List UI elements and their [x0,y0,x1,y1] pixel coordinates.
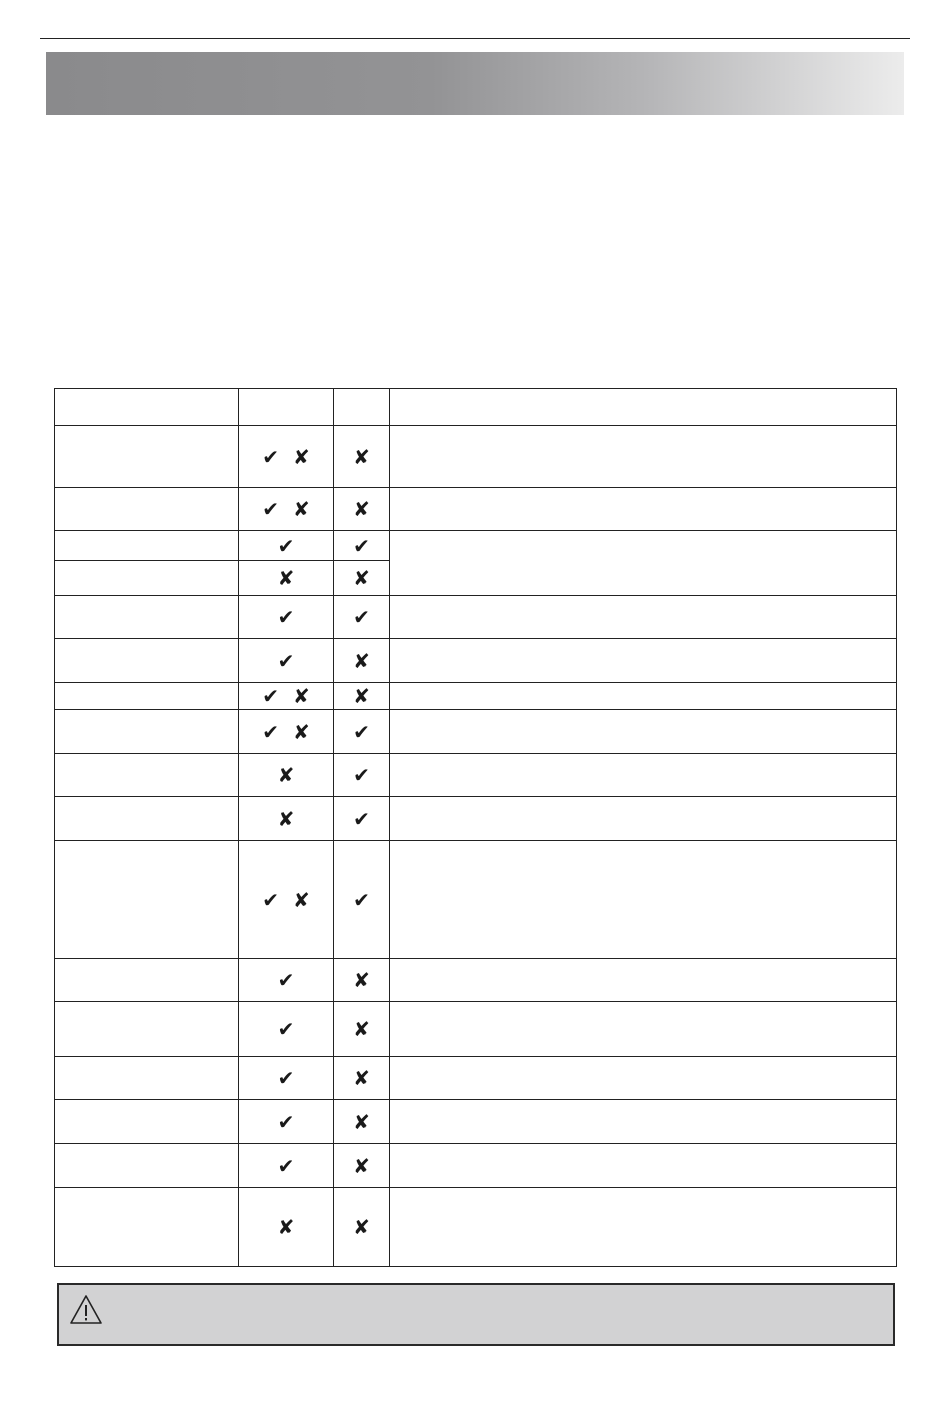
cross-mark-icon: ✘ [293,444,310,469]
support-cell-a [239,710,334,754]
top-rule [40,38,910,39]
cross-mark-icon: ✘ [353,1215,370,1239]
support-cell-b [334,797,390,841]
cross-mark-icon: ✘ [353,1153,370,1178]
table-row [55,683,897,710]
support-cell-a [239,1188,334,1267]
feature-cell [55,797,239,841]
cross-mark-icon: ✘ [353,497,370,521]
cross-mark-icon: ✘ [293,719,310,744]
notes-cell [390,1144,897,1188]
support-cell-a [239,561,334,596]
support-cell-b [334,754,390,797]
support-cell-a [239,841,334,959]
cross-mark-icon: ✘ [353,1109,370,1134]
feature-cell [55,488,239,531]
table-row [55,531,897,561]
check-mark-icon: ✔ [262,887,279,912]
table-row [55,1144,897,1188]
feature-cell [55,531,239,561]
notes-cell [390,683,897,710]
notes-cell [390,710,897,754]
support-cell-a [239,797,334,841]
support-cell-b [334,531,390,561]
table-row [55,596,897,639]
notes-cell [390,1100,897,1144]
support-cell-a [239,596,334,639]
cross-mark-icon: ✘ [353,1017,370,1041]
check-mark-icon: ✔ [277,1153,295,1178]
check-mark-icon: ✔ [353,806,370,831]
notes-cell [390,841,897,959]
table-row [55,426,897,488]
support-cell-a [239,639,334,683]
cross-mark-icon: ✘ [293,497,310,521]
support-cell-b [334,1002,390,1057]
table-row [55,1100,897,1144]
feature-cell [55,1188,239,1267]
support-cell-a [239,389,334,426]
notes-cell [390,488,897,531]
table-row [55,754,897,797]
support-cell-a [239,531,334,561]
support-cell-a [239,1100,334,1144]
table-row [55,710,897,754]
cross-mark-icon: ✘ [353,968,370,992]
section-header-band [46,52,904,115]
feature-cell [55,841,239,959]
table-row [55,1057,897,1100]
support-cell-b [334,1057,390,1100]
cross-mark-icon: ✘ [353,1066,370,1090]
support-cell-b [334,596,390,639]
notes-cell [390,426,897,488]
support-cell-b [334,710,390,754]
notes-cell [390,531,897,596]
check-mark-icon: ✔ [353,719,370,744]
support-cell-b [334,488,390,531]
table-row [55,488,897,531]
notes-cell [390,1057,897,1100]
check-mark-icon: ✔ [277,968,295,992]
cross-mark-icon: ✘ [353,684,370,708]
notes-cell [390,797,897,841]
feature-cell [55,754,239,797]
feature-cell [55,389,239,426]
table-row [55,841,897,959]
check-mark-icon: ✔ [262,719,279,744]
check-mark-icon: ✔ [262,497,279,521]
compatibility-table [54,388,897,1267]
support-cell-a [239,1144,334,1188]
support-cell-a [239,426,334,488]
support-cell-b [334,1188,390,1267]
cross-mark-icon: ✘ [277,1215,295,1239]
warning-triangle-icon [69,1294,103,1326]
check-mark-icon: ✔ [277,1017,295,1041]
support-cell-b [334,561,390,596]
support-cell-b [334,959,390,1002]
check-mark-icon: ✔ [277,1066,295,1090]
support-cell-a [239,959,334,1002]
feature-cell [55,683,239,710]
feature-cell [55,561,239,596]
feature-cell [55,1002,239,1057]
support-cell-a [239,488,334,531]
table-row [55,1002,897,1057]
table-row [55,1188,897,1267]
check-mark-icon: ✔ [353,533,370,558]
notes-cell [390,1002,897,1057]
support-cell-b [334,1100,390,1144]
notes-cell [390,959,897,1002]
warning-notice [57,1283,895,1346]
check-mark-icon: ✔ [262,444,279,469]
support-cell-b [334,389,390,426]
cross-mark-icon: ✘ [353,648,370,673]
feature-cell [55,1144,239,1188]
notes-cell [390,596,897,639]
support-cell-a [239,1002,334,1057]
check-mark-icon: ✔ [277,533,295,558]
feature-cell [55,639,239,683]
feature-cell [55,596,239,639]
cross-mark-icon: ✘ [277,806,295,831]
check-mark-icon: ✔ [277,1109,295,1134]
table-row [55,639,897,683]
cross-mark-icon: ✘ [293,887,310,912]
cross-mark-icon: ✘ [353,566,370,590]
support-cell-b [334,1144,390,1188]
notes-cell [390,389,897,426]
check-mark-icon: ✔ [353,887,370,912]
support-cell-b [334,639,390,683]
check-mark-icon: ✔ [277,605,295,629]
notes-cell [390,1188,897,1267]
support-cell-b [334,841,390,959]
support-cell-b [334,683,390,710]
check-mark-icon: ✔ [262,684,279,708]
feature-cell [55,1100,239,1144]
feature-cell [55,426,239,488]
notes-cell [390,754,897,797]
cross-mark-icon: ✘ [277,566,295,590]
check-mark-icon: ✔ [353,605,370,629]
support-cell-a [239,683,334,710]
table-row [55,797,897,841]
support-cell-a [239,754,334,797]
table-header-row [55,389,897,426]
notes-cell [390,639,897,683]
feature-cell [55,959,239,1002]
check-mark-icon: ✔ [277,648,295,673]
feature-cell [55,710,239,754]
support-cell-b [334,426,390,488]
support-cell-a [239,1057,334,1100]
check-mark-icon: ✔ [353,763,370,787]
feature-cell [55,1057,239,1100]
cross-mark-icon: ✘ [293,684,310,708]
cross-mark-icon: ✘ [277,763,295,787]
cross-mark-icon: ✘ [353,444,370,469]
table-row [55,959,897,1002]
